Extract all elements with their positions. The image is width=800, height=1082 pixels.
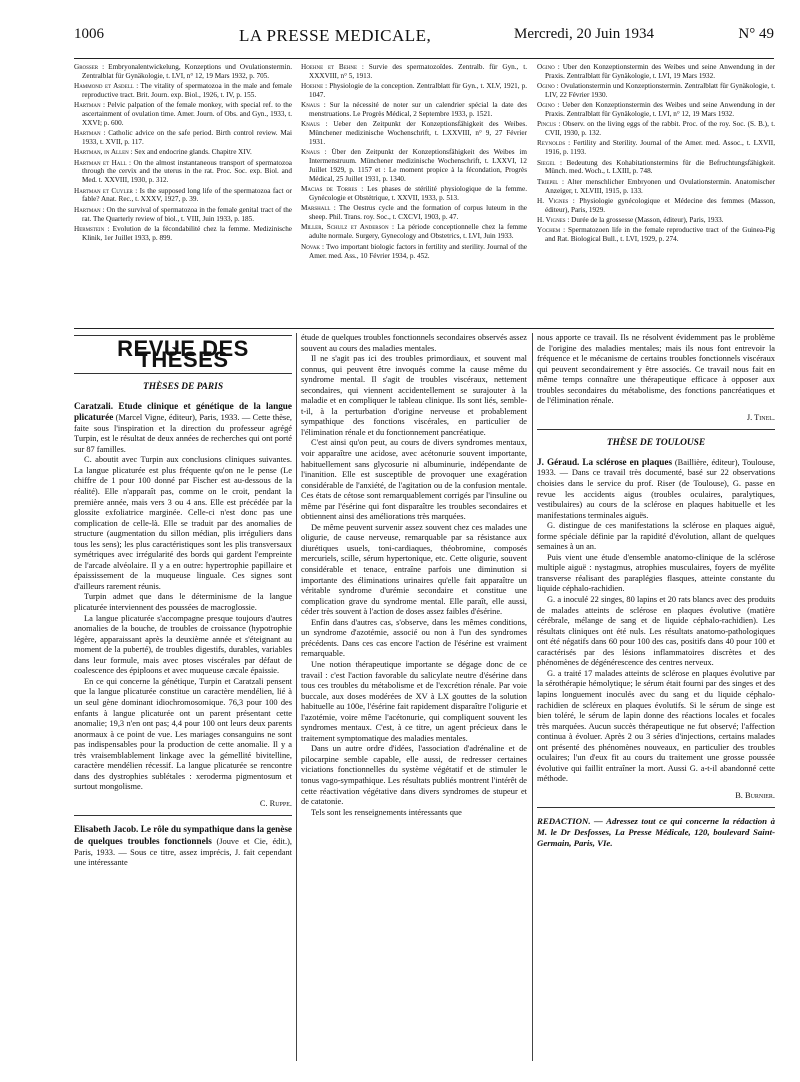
reference-text: : Ueber den Konzeptionstermin des Weibes und seine Anwendung in der Praxis. Zentralblatt für Gynäkologie, t. LVI, n° 12, 19 Mars 1932. bbox=[545, 101, 775, 119]
reference-text: : Les phases de stérilité physiologique de la femme. Gynécologie et Obstétrique, t. XXVII, 1933, p. 513. bbox=[309, 185, 527, 203]
reference-author: Grosser bbox=[74, 63, 99, 71]
reference-author: Novak bbox=[301, 242, 320, 251]
entry-title: Elisabeth Jacob. Le rôle du sympathique dans la genèse de quelques troubles fonctionnels bbox=[74, 824, 292, 846]
reference-text: : Two important biologic factors in fertility and sterility. Journal of the Amer. med. Ass., 10 Février 1934, p. 452. bbox=[309, 242, 527, 260]
references-column-3 bbox=[537, 63, 775, 245]
rule bbox=[537, 807, 775, 808]
entry-intro: — Sous ce titre, assez imprécis, J. fait cependant une intéressante bbox=[74, 847, 292, 868]
reference-author: Hoehne bbox=[301, 82, 324, 91]
issue-number: N° 49 bbox=[738, 26, 774, 42]
reference-text: : On the almost instantaneous transport of spermatozoa through the cervix and the uterus in the rat. Proc. Soc. exp. Biol. and Med. t. XXVIII, 1930, p. 312. bbox=[82, 158, 293, 185]
paragraph: Turpin admet que dans le déterminisme de la langue plicaturée interviennent des poussées de macroglossie. bbox=[74, 592, 292, 613]
paris-heading: THÈSES DE PARIS bbox=[142, 382, 224, 393]
reference-item bbox=[301, 82, 527, 100]
reference-author: Hartman et Cuyler bbox=[74, 186, 133, 195]
reference-item bbox=[74, 187, 292, 205]
paragraph: étude de quelques troubles fonctionnels secondaires observés assez souvent au cours des maladies mentales. bbox=[301, 333, 527, 353]
rule bbox=[537, 429, 775, 430]
reference-author: Miller, Schulz et Anderson bbox=[301, 223, 389, 232]
entry-publisher: (Jouve et Cie, édit.), Paris, 1933. bbox=[74, 836, 292, 857]
reference-text: : Uber den Konzeptionstermin des Weibes und seine Anwendung in der Praxis. Zentralblatt für Gynäkologie, t. LVI, 19 Mars 1932. bbox=[545, 63, 775, 80]
journal-title: LA PRESSE MEDICALE, bbox=[239, 26, 432, 45]
reference-item bbox=[74, 82, 292, 100]
reference-text: : Evolution de la fécondabilité chez la femme. Medizinische Klinik, 1er Juillet 1933, p. 899. bbox=[82, 224, 292, 242]
reference-author: Knaus bbox=[301, 101, 320, 110]
paragraph: C'est ainsi qu'on peut, au cours de divers syndromes mentaux, voir apparaître une acidose, avec acétonurie souvent importante, habituellement sans glycosurie ni albuminurie, indépendante de l'inanition. Elle est susceptible de provoquer une exagération considérable de l'anxiété, de l'agitation ou de la confusion mentale. Ces états de cétose sont remarquablement corrigés par l'insuline ou même par l'ésérine qui font disparaître les troubles secondaires et obtiennent ainsi des améliorations très marquées. bbox=[301, 438, 527, 522]
reference-item bbox=[537, 82, 775, 100]
reference-item bbox=[74, 206, 292, 224]
reference-text: : Alter menschlicher Embryonen und Ovulationstermin. Anatomischer Anzeiger, t. XLVIII, 1915, p. 133. bbox=[545, 177, 775, 195]
section-rule bbox=[74, 328, 774, 329]
reference-item bbox=[301, 120, 527, 147]
signature: C. Ruppe. bbox=[259, 798, 292, 808]
reference-text: : Is the supposed long life of the spermatozoa fact or fable? Anat. Rec., t. XXXV, 1927, p. 39. bbox=[82, 186, 292, 204]
reference-text: : Embryonalentwickelung, Konzeptions und Ovulationstermin. Zentralblat für Gynäkologie, t. LVI, n° 12, 19 Mars 1932, p. 705. bbox=[82, 63, 292, 80]
signature: J. Tinel. bbox=[746, 412, 775, 422]
reference-text: : Sur la nécessité de noter sur un calendrier spécial la date des menstruations. Le Progrès Médical, 2 Septembre 1933, p. 1521. bbox=[309, 101, 527, 119]
body-column-2 bbox=[301, 333, 527, 818]
paragraph: Dans un autre ordre d'idées, l'association d'adrénaline et de pilocarpine semble capable, elle aussi, de redresser certaines viciations fonctionnelles du système végétatif et de stimuler le tonus vago-sympathique. Les résultats publiés montrent l'intérêt de cette réactivation végétative dans divers syndromes de stupeur et de catatonie. bbox=[301, 744, 527, 807]
paragraph: Puis vient une étude d'ensemble anatomo-clinique de la sclérose multiple aiguë : nystagmus, atrophies musculaires, foyers de myélite transverse réalisant des paraplégies flasques, atteinte constante du liquide céphalo-rachidien. bbox=[537, 552, 775, 594]
entry-intro: — Dans ce travail très documenté, basé sur 22 observations choisies dans le service du prof. Riser (de Toulouse), G. passe en revue les accidents aigus (troubles oculaires, paralytiques, vestibulaires) au cours de la sclérose en plaques habituelle et les manifestations terminales aiguës. bbox=[537, 468, 775, 520]
reference-text: : The vitality of spermatozoa in the male and female reproductive tract. Brit. Journ. exp. Biol., 1926, t. IV, p. 155. bbox=[82, 82, 293, 100]
reference-text: : Bedeutung des Kohabitationstermins für die Befruchtungsfähigkeit. Münch. med. Woch., t. LXIII, p. 748. bbox=[545, 158, 775, 176]
reference-author: Triepel bbox=[537, 177, 559, 186]
references-column-2 bbox=[301, 63, 527, 262]
paragraph: Enfin dans d'autres cas, s'observe, dans les mêmes conditions, un syndrome d'azotémie, associé ou non à l'un des syndromes précédents. Dans ces cas encore l'action de l'ésérine est vraiment remarquable. bbox=[301, 617, 527, 659]
reference-text: : Sex and endocrine glands. Chapitre XIV. bbox=[128, 148, 252, 157]
issue-date: Mercredi, 20 Juin 1934 bbox=[514, 26, 654, 42]
reference-author: H. Vignes bbox=[537, 215, 566, 224]
page-header bbox=[74, 26, 774, 50]
reference-item bbox=[537, 139, 775, 157]
reference-text: : Physiologie gynécologique et Médecine des femmes (Masson, éditeur), Paris, 1929. bbox=[545, 196, 775, 214]
reference-item bbox=[301, 63, 527, 81]
reference-author: Pincus bbox=[537, 120, 556, 129]
body-column-1 bbox=[74, 333, 292, 869]
entry-jacob bbox=[74, 824, 292, 868]
paragraph: G. a traité 17 malades atteints de sclérose en plaques évolutive par la sérothérapie hémolytique; le sérum était fourni par des singes et des lapins longuement inoculés avec du sang et du liquide céphalo-rachidien de scléreux en plaques évolutifs. Si le sérum de singe est bien toléré, le sérum de lapin donne des réactions locales et focales très marquées. Aucun succès thérapeutique ne fut observé; l'affection continua à évoluer. Après 2 ou 3 séries d'injections, certains malades ont présenté des phénomènes nouveaux, en particulier des troubles oculaires; l'un d'eux fit au cours du traitement une grosse poussée évolutive qui faillit entraîner la mort. Aussi G. a-t-il abandonné cette méthode. bbox=[537, 668, 775, 784]
reference-item bbox=[301, 101, 527, 119]
entry-geraud bbox=[537, 457, 775, 521]
reference-text: : Über den Zeitpunkt der Konzeptionsfähigkeit des Weibes im Intermenstruum. Münchener medizinische Wochenschrift, t. LXXVI, 12 Juillet 1929, p. 1157 et : Le moment propice à la fécondation, Progrès Médical, 25 Juillet 1931, p. 1340. bbox=[309, 148, 527, 184]
reference-author: Hartman, in Allen bbox=[74, 148, 129, 157]
toulouse-heading: THÈSE DE TOULOUSE bbox=[606, 438, 706, 449]
reference-item bbox=[537, 101, 775, 119]
reference-author: Ogino bbox=[537, 101, 555, 110]
paragraph: G. a inoculé 22 singes, 80 lapins et 20 rats blancs avec des produits de malades atteints de sclérose en plaques évolutive (matière cérébrale, mélange de sang et de liquide céphalo-rachidien). Les résultats cliniques ont été nuls. Les résultats anatomo-pathologiques ont été négatifs dans 60 pour 100 des cas, positifs dans 40 pour 100 et caractérisés par des lésions inflammatoires discrètes et des phénomènes de dégénérescence des centres nerveux. bbox=[537, 595, 775, 668]
reference-author: Hartman bbox=[74, 129, 101, 138]
reference-text: : Observ. on the living eggs of the rabbit. Proc. of the roy. Soc. (S. B.), t. CVII, 1930, p. 132. bbox=[545, 120, 775, 138]
reference-author: Knaus bbox=[301, 148, 320, 157]
reference-author: Hartman bbox=[74, 101, 101, 110]
section-title: REVUE DES THÈSES bbox=[117, 336, 249, 372]
paragraph: De même peuvent survenir assez souvent chez ces malades une oligurie, de cause nerveuse, remarquable par sa résistance aux diurétiques usuels, toni-cardiaques, théobromine, composés mercuriels, scille, sérum hypertonique, etc. Cette oligurie, souvent considérable et tenace, entraîne parfois une diminution si importante des éliminations urinaires qu'elle fait apparaître un véritable syndrome d'urémie secondaire et constitue une complication grave du syndrome mental. Elle paraît, elle aussi, céder très souvent à l'action de doses assez faibles d'ésérine. bbox=[301, 522, 527, 617]
reference-text: : Fertility and Sterility. Journal of the Amer. med. Assoc., t. LXVII, 1916, p. 1193. bbox=[545, 139, 775, 157]
reference-author: Hartman et Hall bbox=[74, 158, 127, 167]
rule bbox=[74, 815, 292, 816]
reference-item bbox=[74, 225, 292, 243]
column-divider bbox=[532, 333, 533, 1061]
reference-text: : Spermatozoen life in the female reproductive tract of the Guinea-Pig and Rat. Biological Bull., t. LVI, 1929, p. 274. bbox=[545, 226, 775, 243]
entry-title: Caratzali. Etude clinique et génétique de la langue plicaturée bbox=[74, 400, 292, 423]
reference-text: : Ueber den Zeitpunkt der Konzeptionsfähigkeit des Weibes. Münchener medizinische Wochenschrift, t. LXXVIII, n° 9, 27 Février 1931. bbox=[309, 120, 527, 147]
reference-item bbox=[74, 63, 292, 81]
reference-author: Hartman bbox=[74, 205, 101, 214]
reference-item bbox=[301, 204, 527, 222]
reference-item bbox=[537, 178, 775, 196]
column-divider bbox=[296, 333, 297, 1061]
reference-text: : Ovulationstermin und Konzeptionstermin. Zentralblatt für Gynäkologie, t. LIV, 22 Février 1930. bbox=[545, 82, 775, 100]
paragraph: nous apporte ce travail. Ils ne résolvent évidemment pas le problème de l'origine des maladies mentales; mais ils nous font entrevoir la fréquence et le mécanisme de certains troubles fonctionnels viscéraux qui peuvent secondairement y être associés. Ce travail nous fait en même temps connaître une thérapeutique efficace à opposer aux troubles secondaires du métabolisme, des fonctions pancréatiques et de l'élimination rénale. bbox=[537, 333, 775, 406]
rule bbox=[74, 373, 292, 374]
reference-text: : Pelvic palpation of the female monkey, with special ref. to the ascertainment of ovulation time. Amer. Journ. of Obs. and Gyn., 1933, t. XXVI; p. 600. bbox=[82, 101, 292, 128]
reference-author: Marshall bbox=[301, 204, 331, 213]
reference-item bbox=[537, 63, 775, 81]
signature: B. Burnier. bbox=[735, 790, 775, 800]
reference-author: Macias de Torres bbox=[301, 185, 358, 194]
reference-item bbox=[537, 216, 775, 225]
paragraph: Tels sont les renseignements intéressants que bbox=[311, 807, 462, 817]
reference-author: Hammond et Asdell bbox=[74, 82, 134, 91]
page-number: 1006 bbox=[74, 26, 104, 42]
reference-item bbox=[537, 226, 775, 244]
reference-item bbox=[301, 223, 527, 241]
reference-item bbox=[537, 120, 775, 138]
entry-intro: — Cette thèse, faite sous l'inspiration et la direction du professeur agrégé Turpin, est le résultat de deux années de recherches qui ont porté sur 87 familles. bbox=[74, 413, 293, 454]
redaction-notice: REDACTION. — Adressez tout ce qui concerne la rédaction à M. le Dr Desfosses, La Presse Médicale, 120, boulevard Saint-Germain, Paris, VIe. bbox=[537, 816, 775, 849]
reference-item bbox=[537, 159, 775, 177]
reference-author: Yochem bbox=[537, 226, 561, 235]
reference-author: Ogino bbox=[537, 82, 555, 91]
reference-author: H. Vignes bbox=[537, 196, 569, 205]
reference-author: Reynolds bbox=[537, 139, 566, 148]
header-rule bbox=[74, 58, 774, 59]
reference-text: : Physiologie de la conception. Zentralblatt für Gyn., t. XLV, 1921, p. 1047. bbox=[309, 82, 527, 100]
reference-item bbox=[537, 197, 775, 215]
paragraph: Il ne s'agit pas ici des troubles primordiaux, et souvent mal connus, qui peuvent être invoqués comme la cause même du syndrome mental. Il s'agit de troubles viscéraux, nettement secondaires, qui viennent accidentellement se surajouter à la maladie et en compliquer le tableau clinique. Ils sont liés, semble-t-il, à la perturbation d'origine nerveuse et probablement sympathique des fonctions viscérales, en particulier de l'élimination rénale et du fonctionnement pancréatique. bbox=[301, 354, 527, 437]
paragraph: En ce qui concerne la génétique, Turpin et Caratzali pensent que la langue plicaturée constitue un caractère mendélien, lié à un seul gène dominant idiochromosomique. 76,3 pour 100 des enfants à langue plicaturée ont un parent présentant cette anomalie; 19,3 n'en ont pas; 4,4 pour 100 ont leurs deux parents anormaux à ce point de vue. Les mariages consanguins ne sont pas indispensables pour la production de cette anomalie. Il y a très vraisemblablement linkage avec la gémellité bivitelline, caractère mendélien récessif. La langue plicaturée se rencontre dans des dystrophies sublétales : xeroderma pigmentosum et surtout mongolisme. bbox=[74, 676, 292, 792]
reference-author: Hoehne et Behne bbox=[301, 63, 358, 71]
reference-text: : Survie des spermatozoïdes. Zentralb. für Gyn., t. XXXVIII, n° 5, 1913. bbox=[309, 63, 527, 80]
reference-text: : Durée de la grossesse (Masson, éditeur), Paris, 1933. bbox=[565, 215, 724, 224]
paragraph: La langue plicaturée s'accompagne presque toujours d'autres anomalies de la bouche, de troubles de croissance (hypotrophie légère, apparaissant après la deuxième année et s'éteignant au moment de la puberté), de troubles digestifs, durables, variables dans leur formule, mais avec ptoses viscérales par défaut de coalescence des épiploons et avec muqueuse cæcale épaissie. bbox=[74, 613, 292, 676]
reference-item bbox=[74, 129, 292, 147]
entry-publisher: (Marcel Vigne, éditeur), Paris, 1933. bbox=[113, 413, 240, 423]
reference-text: : On the survival of spermatozoa in the female genital tract of the rat. The Quarterly review of biol., t. VIII, Juin 1933, p. 185. bbox=[82, 205, 292, 223]
paragraph: G. distingue de ces manifestations la sclérose en plaques aiguë, forme spéciale définie par la rapidité d'évolution, allant de quelques semaines à un an. bbox=[537, 521, 775, 552]
reference-author: Knaus bbox=[301, 120, 320, 129]
entry-title: J. Géraud. La sclérose en plaques bbox=[537, 456, 673, 467]
body-column-3 bbox=[537, 333, 775, 849]
reference-author: Hermstein bbox=[74, 224, 105, 233]
entry-publisher: (Baillière, éditeur), Toulouse, 1933. bbox=[537, 457, 775, 478]
entry-caratzali bbox=[74, 401, 292, 456]
reference-text: : La période conceptionnelle chez la femme adulte normale. Surgery, Gynecology and Obstetrics, t. LVI, Juin 1933. bbox=[309, 223, 528, 241]
reference-item bbox=[301, 243, 527, 261]
reference-item bbox=[74, 101, 292, 128]
paragraph: Une notion thérapeutique importante se dégage donc de ce travail : c'est l'action favorable du salicylate neutre d'ésérine dans tous ces troubles du métabolisme et de l'excrétion rénale. Par voie buccale, aux doses modérées de XV à LX gouttes de la solution habituelle au 100e, l'ésérine fait rapidement disparaître l'oligurie et l'azotémie, voire même l'acétonurie, qui compliquent souvent les syndromes mentaux. C'est, à ce titre, un agent précieux dans le traitement symptomatique des maladies mentales. bbox=[301, 659, 527, 743]
reference-author: Ogino bbox=[537, 63, 555, 71]
reference-author: Siegel bbox=[537, 158, 556, 167]
paragraph: C. aboutit avec Turpin aux conclusions cliniques suivantes. La langue plicaturée est plus fréquente qu'on ne le pense (Le chiffre de 1 pour 100 donné par Fischer est au-dessous de la réalité). Elle n'apparaît pas, comme on le croit, pendant la première année, mais vers 3 ou 4 ans. Elle est précédée par la glossite exfoliatrice marginée. Celle-ci n'est donc pas une complication de celle-là. Elle se traduit par des anomalies de structure (augmentation du sillon médian, plis irréguliers dans tous les sens); les plus caractéristiques sont les plis transversaux symétriques avec irrégularité des bords qui gardent l'empreinte de l'arcade alvéolaire. Il y a en outre: hypertrophie papillaire et épaississement de la muqueuse linguale. Ces signes sont d'ailleurs rarement réunis. bbox=[74, 455, 292, 591]
reference-text: : Catholic advice on the safe period. Birth control review. Mai 1933, t. XVII, p. 117. bbox=[82, 129, 292, 147]
reference-item bbox=[301, 148, 527, 184]
references-column-1 bbox=[74, 63, 292, 244]
reference-item bbox=[74, 159, 292, 186]
reference-item bbox=[74, 148, 292, 157]
reference-item bbox=[301, 185, 527, 203]
reference-text: : The Oestrus cycle and the formation of corpus luteum in the sheep. Phil. Trans. roy. Soc., t. CXCVI, 1903, p. 47. bbox=[309, 204, 527, 222]
